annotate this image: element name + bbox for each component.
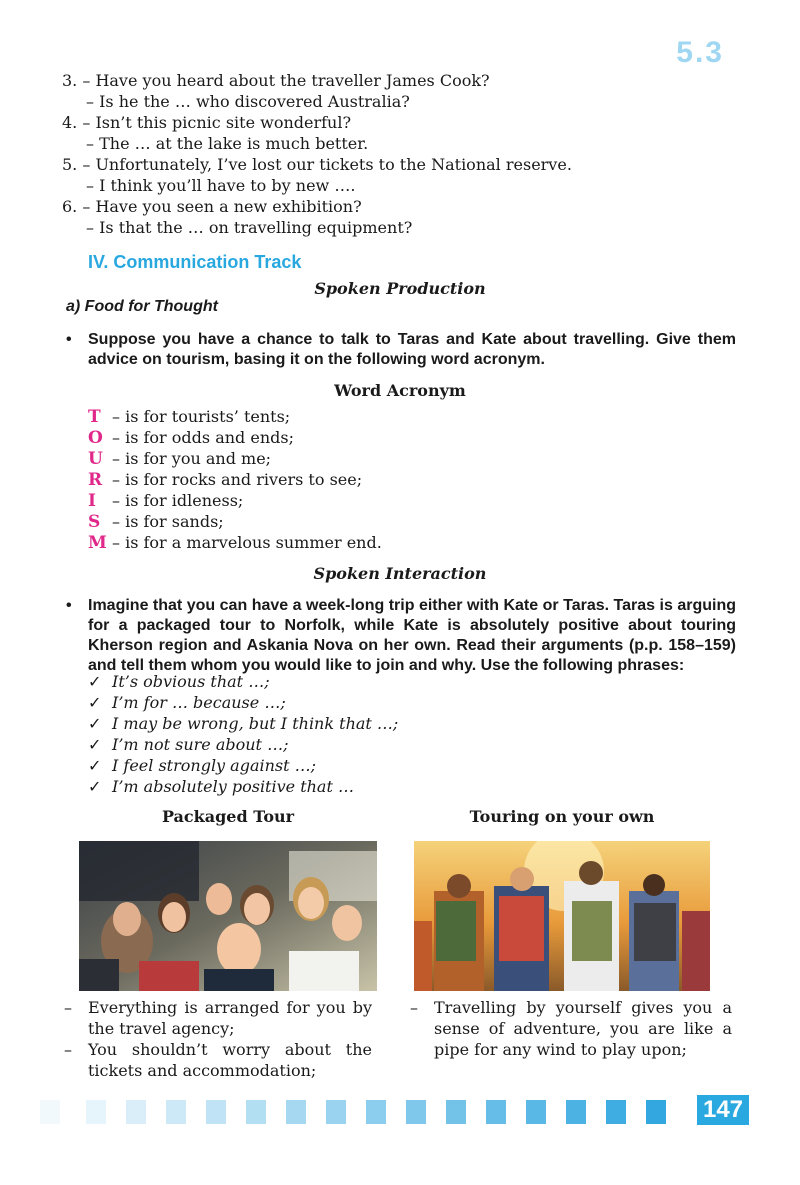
dialogue-line: 3. – Have you heard about the traveller James Cook? (62, 71, 490, 90)
phrase-item: ✓ I may be wrong, but I think that …; (88, 714, 399, 733)
acronym-row (88, 532, 382, 553)
checkmark-icon: ✓ (88, 672, 102, 691)
chapter-number: 5.3 (676, 36, 724, 69)
acronym-row (88, 427, 382, 448)
acronym-letter: R (88, 470, 103, 490)
phrase-item: ✓ I’m absolutely positive that … (88, 777, 354, 796)
spoken-interaction-heading: Spoken Interaction (313, 564, 487, 583)
task-paragraph-1 (66, 330, 736, 370)
acronym-list (88, 406, 382, 553)
acronym-row (88, 469, 382, 490)
checkmark-icon: ✓ (88, 714, 102, 733)
backpackers-photo (414, 841, 710, 991)
acronym-text: – is for you and me; (112, 449, 272, 468)
task-text: Imagine that you can have a week-long trip either with Kate or Taras. Taras is arguing for a packaged tour to Norfolk, while Kate is absolutely positive about touring Kherson region and Askania Nova on her own. Read their arguments (p.p. 158–159) and tell them whom you would like to join and why. Use the following phrases: (88, 597, 736, 674)
acronym-row (88, 511, 382, 532)
phrase-item: ✓ I feel strongly against …; (88, 756, 317, 775)
acronym-letter: U (88, 449, 103, 469)
list-item: – Travelling by yourself gives you a sense of adventure, you are like a pipe for any wind to play upon; (410, 998, 732, 1059)
list-item: – Everything is arranged for you by the travel agency; (64, 998, 372, 1038)
checkmark-icon: ✓ (88, 756, 102, 775)
task-text: Suppose you have a chance to talk to Taras and Kate about travelling. Give them advice on tourism, basing it on the following word acronym. (88, 331, 736, 368)
dialogue-list (62, 70, 762, 238)
acronym-letter: I (88, 491, 96, 511)
checkmark-icon: ✓ (88, 693, 102, 712)
list-item: – You shouldn’t worry about the tickets and accommodation; (64, 1040, 372, 1080)
acronym-text: – is for tourists’ tents; (112, 407, 291, 426)
dialogue-line: 6. – Have you seen a new exhibition? (62, 197, 362, 216)
footer-decoration (40, 1096, 700, 1124)
acronym-row (88, 406, 382, 427)
phrase-item: ✓ I’m not sure about …; (88, 735, 289, 754)
acronym-text: – is for idleness; (112, 491, 244, 510)
bullet-icon: • (66, 597, 72, 614)
packaged-tour-title: Packaged Tour (161, 807, 295, 826)
acronym-text: – is for sands; (112, 512, 224, 531)
acronym-letter: T (88, 407, 101, 427)
dialogue-line: – Is that the … on travelling equipment? (86, 218, 413, 237)
dialogue-line: – Is he the … who discovered Australia? (86, 92, 410, 111)
subsection-food-for-thought: a) Food for Thought (66, 298, 218, 315)
acronym-row (88, 448, 382, 469)
acronym-letter: M (88, 533, 107, 553)
page-number: 147 (697, 1095, 749, 1125)
phrase-item: ✓ It’s obvious that …; (88, 672, 270, 691)
touring-own-list (410, 997, 732, 1060)
acronym-letter: O (88, 428, 103, 448)
dialogue-line: 4. – Isn’t this picnic site wonderful? (62, 113, 352, 132)
checkmark-icon: ✓ (88, 735, 102, 754)
spoken-production-heading: Spoken Production (314, 279, 486, 298)
dialogue-line: – I think you’ll have to by new …. (86, 176, 356, 195)
acronym-text: – is for odds and ends; (112, 428, 294, 447)
task-paragraph-2 (66, 596, 736, 676)
checkmark-icon: ✓ (88, 777, 102, 796)
acronym-letter: S (88, 512, 101, 532)
section-title: IV. Communication Track (88, 252, 302, 272)
word-acronym-heading: Word Acronym (334, 381, 466, 400)
bullet-icon: • (66, 331, 72, 348)
phrase-list (88, 671, 398, 797)
dialogue-line: 5. – Unfortunately, I’ve lost our tickets to the National reserve. (62, 155, 572, 174)
phrase-item: ✓ I’m for … because …; (88, 693, 286, 712)
acronym-text: – is for a marvelous summer end. (112, 533, 382, 552)
touring-own-title: Touring on your own (469, 807, 655, 826)
group-selfie-photo (79, 841, 377, 991)
acronym-row (88, 490, 382, 511)
acronym-text: – is for rocks and rivers to see; (112, 470, 363, 489)
dialogue-line: – The … at the lake is much better. (86, 134, 369, 153)
packaged-tour-list (64, 997, 372, 1081)
